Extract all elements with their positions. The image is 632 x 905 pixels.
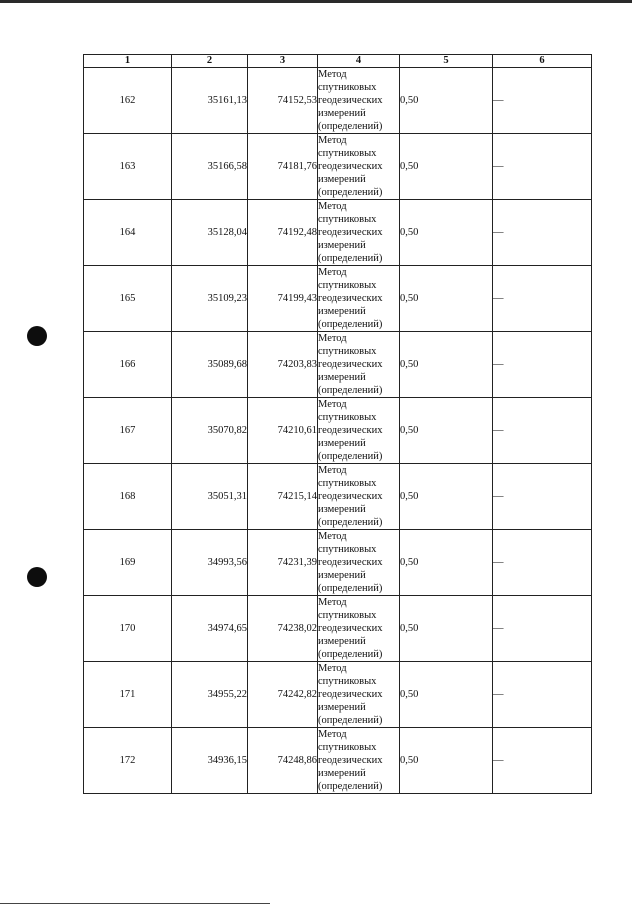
table-row [84, 134, 592, 200]
method-text: Метод [318, 399, 347, 410]
coordinate-y: 74199,43 [248, 266, 318, 332]
method-text: измерений [318, 108, 366, 119]
coordinate-y: 74231,39 [248, 530, 318, 596]
table-row [84, 662, 592, 728]
point-number: 162 [84, 68, 172, 134]
method-cell [318, 596, 400, 662]
accuracy-value: 0,50 [400, 266, 493, 332]
point-number: 171 [84, 662, 172, 728]
punch-hole [27, 326, 47, 346]
method-text: измерений [318, 174, 366, 185]
method-cell [318, 398, 400, 464]
point-number: 164 [84, 200, 172, 266]
point-number: 167 [84, 398, 172, 464]
coordinate-x: 35051,31 [172, 464, 248, 530]
column-header: 4 [318, 55, 400, 68]
coordinate-y: 74181,76 [248, 134, 318, 200]
method-text: (определений) [318, 715, 383, 726]
table-body [84, 68, 592, 794]
method-text: геодезических [318, 227, 383, 238]
table-row [84, 68, 592, 134]
coordinate-y: 74210,61 [248, 398, 318, 464]
coordinate-x: 35109,23 [172, 266, 248, 332]
method-text: Метод [318, 597, 347, 608]
method-text: спутниковых [318, 544, 377, 555]
point-number: 166 [84, 332, 172, 398]
column-header: 1 [84, 55, 172, 68]
accuracy-value: 0,50 [400, 332, 493, 398]
note-dash: — [493, 134, 592, 200]
punch-hole [27, 567, 47, 587]
method-text: спутниковых [318, 280, 377, 291]
method-text: Метод [318, 69, 347, 80]
method-text: спутниковых [318, 346, 377, 357]
method-text: (определений) [318, 319, 383, 330]
point-number: 169 [84, 530, 172, 596]
note-dash: — [493, 464, 592, 530]
method-text: (определений) [318, 781, 383, 792]
point-number: 165 [84, 266, 172, 332]
coordinate-x: 35161,13 [172, 68, 248, 134]
coordinate-x: 34936,15 [172, 728, 248, 794]
point-number: 172 [84, 728, 172, 794]
table-row [84, 596, 592, 662]
method-text: геодезических [318, 95, 383, 106]
accuracy-value: 0,50 [400, 530, 493, 596]
method-text: измерений [318, 636, 366, 647]
accuracy-value: 0,50 [400, 662, 493, 728]
method-text: (определений) [318, 583, 383, 594]
method-text: Метод [318, 333, 347, 344]
bottom-edge-rule [0, 903, 270, 904]
method-text: (определений) [318, 649, 383, 660]
note-dash: — [493, 332, 592, 398]
coordinate-y: 74215,14 [248, 464, 318, 530]
note-dash: — [493, 596, 592, 662]
coordinate-x: 35128,04 [172, 200, 248, 266]
method-text: измерений [318, 570, 366, 581]
method-cell [318, 134, 400, 200]
note-dash: — [493, 530, 592, 596]
method-text: геодезических [318, 425, 383, 436]
method-cell [318, 530, 400, 596]
accuracy-value: 0,50 [400, 464, 493, 530]
method-text: (определений) [318, 451, 383, 462]
method-text: (определений) [318, 517, 383, 528]
method-cell [318, 332, 400, 398]
point-number: 168 [84, 464, 172, 530]
method-cell [318, 266, 400, 332]
column-header: 2 [172, 55, 248, 68]
method-text: геодезических [318, 689, 383, 700]
table-row [84, 728, 592, 794]
method-text: Метод [318, 267, 347, 278]
method-text: спутниковых [318, 676, 377, 687]
note-dash: — [493, 728, 592, 794]
note-dash: — [493, 662, 592, 728]
method-text: спутниковых [318, 82, 377, 93]
table-row [84, 398, 592, 464]
column-header: 5 [400, 55, 493, 68]
method-cell [318, 464, 400, 530]
method-text: измерений [318, 438, 366, 449]
method-text: геодезических [318, 755, 383, 766]
method-text: геодезических [318, 293, 383, 304]
coordinate-y: 74192,48 [248, 200, 318, 266]
point-number: 170 [84, 596, 172, 662]
column-header: 6 [493, 55, 592, 68]
accuracy-value: 0,50 [400, 200, 493, 266]
coordinate-x: 34974,65 [172, 596, 248, 662]
table-row [84, 332, 592, 398]
method-text: спутниковых [318, 148, 377, 159]
method-text: геодезических [318, 557, 383, 568]
top-edge-rule [0, 0, 632, 3]
coordinate-x: 34955,22 [172, 662, 248, 728]
accuracy-value: 0,50 [400, 68, 493, 134]
table-row [84, 200, 592, 266]
method-text: Метод [318, 663, 347, 674]
table-row [84, 530, 592, 596]
coordinate-x: 35166,58 [172, 134, 248, 200]
accuracy-value: 0,50 [400, 398, 493, 464]
method-text: спутниковых [318, 412, 377, 423]
coordinate-x: 35089,68 [172, 332, 248, 398]
method-text: измерений [318, 240, 366, 251]
accuracy-value: 0,50 [400, 728, 493, 794]
method-text: (определений) [318, 385, 383, 396]
method-cell [318, 662, 400, 728]
coordinate-y: 74238,02 [248, 596, 318, 662]
method-text: геодезических [318, 623, 383, 634]
coordinate-x: 34993,56 [172, 530, 248, 596]
accuracy-value: 0,50 [400, 596, 493, 662]
method-text: спутниковых [318, 478, 377, 489]
table-row [84, 464, 592, 530]
method-text: измерений [318, 768, 366, 779]
method-cell [318, 200, 400, 266]
note-dash: — [493, 200, 592, 266]
table-header-row [84, 55, 592, 68]
method-text: (определений) [318, 253, 383, 264]
method-text: измерений [318, 372, 366, 383]
method-text: спутниковых [318, 214, 377, 225]
method-cell [318, 68, 400, 134]
coordinate-x: 35070,82 [172, 398, 248, 464]
method-text: измерений [318, 306, 366, 317]
method-text: Метод [318, 201, 347, 212]
method-text: геодезических [318, 491, 383, 502]
method-text: Метод [318, 729, 347, 740]
method-text: (определений) [318, 121, 383, 132]
coordinate-y: 74203,83 [248, 332, 318, 398]
method-text: измерений [318, 504, 366, 515]
method-text: Метод [318, 135, 347, 146]
coordinates-table [83, 54, 592, 794]
method-text: измерений [318, 702, 366, 713]
coordinate-y: 74152,53 [248, 68, 318, 134]
method-text: спутниковых [318, 610, 377, 621]
coordinate-y: 74242,82 [248, 662, 318, 728]
method-cell [318, 728, 400, 794]
method-text: (определений) [318, 187, 383, 198]
method-text: спутниковых [318, 742, 377, 753]
method-text: Метод [318, 531, 347, 542]
accuracy-value: 0,50 [400, 134, 493, 200]
note-dash: — [493, 398, 592, 464]
method-text: геодезических [318, 359, 383, 370]
column-header: 3 [248, 55, 318, 68]
point-number: 163 [84, 134, 172, 200]
method-text: Метод [318, 465, 347, 476]
method-text: геодезических [318, 161, 383, 172]
table-row [84, 266, 592, 332]
coordinate-y: 74248,86 [248, 728, 318, 794]
note-dash: — [493, 68, 592, 134]
note-dash: — [493, 266, 592, 332]
